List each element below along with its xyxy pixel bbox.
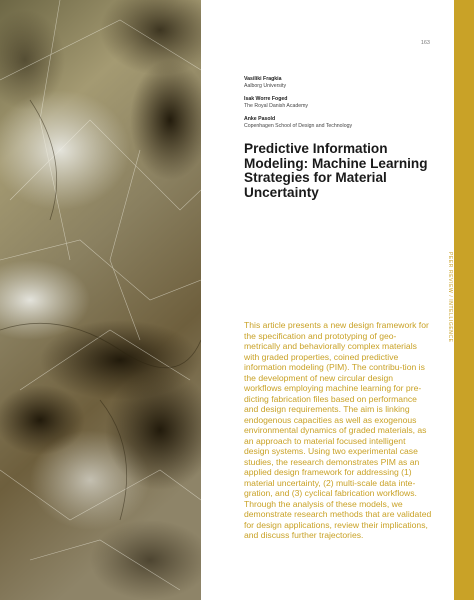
page-number: 163 (420, 40, 430, 46)
author-item (244, 76, 424, 90)
author-item (244, 116, 424, 130)
author-name: Anke Pasold (244, 116, 276, 122)
author-affiliation: Copenhagen School of Design and Technology (244, 123, 353, 129)
author-name: Isak Worre Foged (244, 96, 288, 102)
article-title: Predictive Information Modeling: Machine Learning Strategies for Material Uncertainty (244, 141, 428, 200)
accent-bar (454, 0, 474, 600)
article-abstract: This article presents a new design framework for the specification and prototyping of geo-metrically and behaviorally complex materials with graded properties, coined predictive information modeling (PIM). The contribu-tion is the development of new circular design workflows employing machine learning for pre-dicting fabrication files based on performance and design requirements. The aim is linking endogenous capacities as well as exogenous environmental dynamics of graded materials, as an approach to material focused intelligent design systems. Using two experimental case studies, the research demonstrates PIM as an applied design framework for addressing (1) material uncertainty, (2) multi-scale data inte-gration, and (3) cyclical fabrication workflows. Through the analysis of these models, we demonstrate research methods that are validated for design applications, review their implications, and discuss further trajectories. (244, 320, 432, 540)
author-affiliation: The Royal Danish Academy (244, 103, 309, 109)
material-texture-image (0, 0, 201, 600)
section-label: PEER REVIEW / INTELLIGENCE (447, 252, 453, 343)
author-name: Vasiliki Fragkia (244, 76, 282, 82)
author-affiliation: Aalborg University (244, 83, 287, 89)
author-list (244, 76, 424, 136)
author-item (244, 96, 424, 110)
